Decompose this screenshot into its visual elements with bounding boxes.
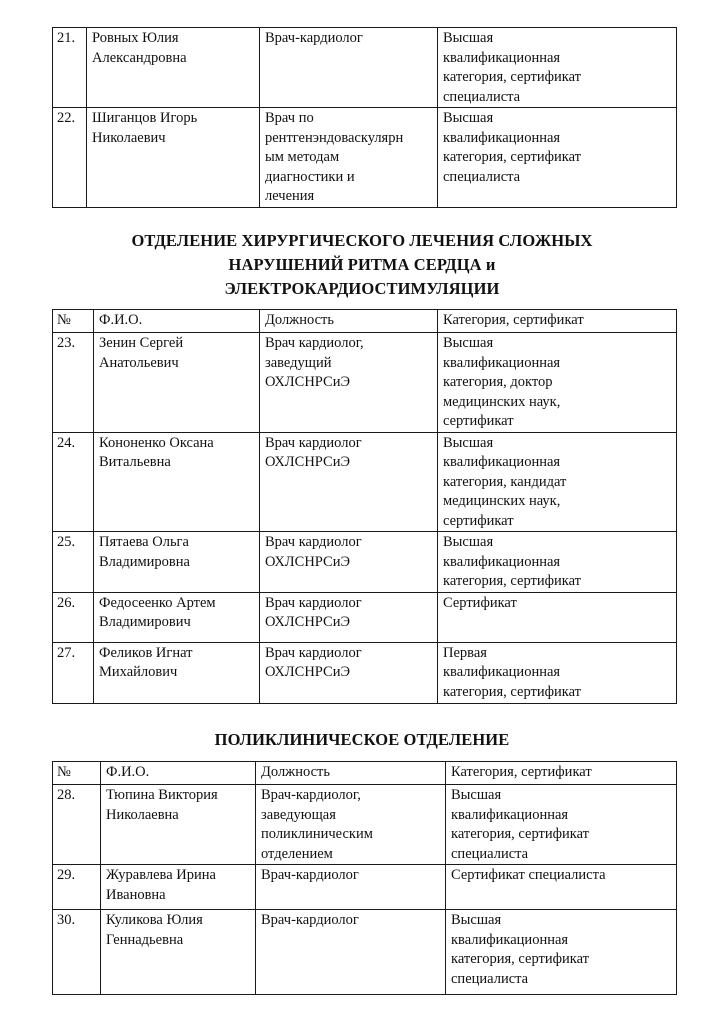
staff-name: Пятаева Ольга Владимировна bbox=[94, 532, 260, 593]
staff-category: Высшая квалификационная категория, сертификат специалиста bbox=[438, 28, 677, 108]
table-row bbox=[53, 865, 677, 910]
staff-category: Высшая квалификационная категория, сертификат специалиста bbox=[446, 785, 677, 865]
header-category: Категория, сертификат bbox=[446, 762, 677, 785]
staff-table-arrhythmia bbox=[52, 309, 677, 704]
staff-name: Феликов Игнат Михайлович bbox=[94, 642, 260, 703]
staff-name: Федосеенко Артем Владимирович bbox=[94, 592, 260, 642]
staff-name: Ровных Юлия Александровна bbox=[87, 28, 260, 108]
table-row bbox=[53, 532, 677, 593]
section-title-polyclinic: ПОЛИКЛИНИЧЕСКОЕ ОТДЕЛЕНИЕ bbox=[214, 730, 510, 749]
table-row bbox=[53, 910, 677, 995]
staff-category: Первая квалификационная категория, сертификат bbox=[438, 642, 677, 703]
row-number: 23. bbox=[53, 333, 94, 433]
header-position: Должность bbox=[256, 762, 446, 785]
header-position: Должность bbox=[260, 310, 438, 333]
header-category: Категория, сертификат bbox=[438, 310, 677, 333]
staff-position: Врач-кардиолог bbox=[256, 910, 446, 995]
table-row bbox=[53, 592, 677, 642]
staff-position: Врач кардиолог ОХЛСНРСиЭ bbox=[260, 532, 438, 593]
table-header-row bbox=[53, 310, 677, 333]
staff-category: Сертификат специалиста bbox=[446, 865, 677, 910]
staff-name: Кононенко Оксана Витальевна bbox=[94, 432, 260, 532]
staff-name: Зенин Сергей Анатольевич bbox=[94, 333, 260, 433]
staff-category: Сертификат bbox=[438, 592, 677, 642]
staff-position: Врач кардиолог, заведущий ОХЛСНРСиЭ bbox=[260, 333, 438, 433]
row-number: 30. bbox=[53, 910, 101, 995]
staff-position: Врач кардиолог ОХЛСНРСиЭ bbox=[260, 432, 438, 532]
staff-table-cardiology bbox=[52, 27, 677, 208]
staff-table-polyclinic bbox=[52, 761, 677, 995]
staff-name: Тюпина Виктория Николаевна bbox=[101, 785, 256, 865]
staff-name: Куликова Юлия Геннадьевна bbox=[101, 910, 256, 995]
staff-category: Высшая квалификационная категория, кандидат медицинских наук, сертификат bbox=[438, 432, 677, 532]
staff-position: Врач-кардиолог bbox=[260, 28, 438, 108]
staff-position: Врач кардиолог ОХЛСНРСиЭ bbox=[260, 642, 438, 703]
staff-name: Журавлева Ирина Ивановна bbox=[101, 865, 256, 910]
staff-position: Врач-кардиолог bbox=[256, 865, 446, 910]
section-title-arrhythmia: ОТДЕЛЕНИЕ ХИРУРГИЧЕСКОГО ЛЕЧЕНИЯ СЛОЖНЫХ НАРУШЕНИЙ РИТМА СЕРДЦА и ЭЛЕКТРОКАРДИОСТИМУЛЯЦИИ bbox=[131, 231, 593, 298]
table-row bbox=[53, 432, 677, 532]
row-number: 25. bbox=[53, 532, 94, 593]
table-row bbox=[53, 28, 677, 108]
staff-category: Высшая квалификационная категория, сертификат специалиста bbox=[446, 910, 677, 995]
staff-position: Врач по рентгенэндоваскулярн ым методам диагностики и лечения bbox=[260, 108, 438, 208]
row-number: 22. bbox=[53, 108, 87, 208]
header-number: № bbox=[53, 762, 101, 785]
staff-category: Высшая квалификационная категория, сертификат специалиста bbox=[438, 108, 677, 208]
table-row bbox=[53, 108, 677, 208]
table-row bbox=[53, 333, 677, 433]
row-number: 26. bbox=[53, 592, 94, 642]
staff-position: Врач кардиолог ОХЛСНРСиЭ bbox=[260, 592, 438, 642]
header-name: Ф.И.О. bbox=[101, 762, 256, 785]
staff-category: Высшая квалификационная категория, доктор медицинских наук, сертификат bbox=[438, 333, 677, 433]
row-number: 24. bbox=[53, 432, 94, 532]
table-header-row bbox=[53, 762, 677, 785]
staff-category: Высшая квалификационная категория, сертификат bbox=[438, 532, 677, 593]
row-number: 27. bbox=[53, 642, 94, 703]
row-number: 29. bbox=[53, 865, 101, 910]
header-number: № bbox=[53, 310, 94, 333]
row-number: 21. bbox=[53, 28, 87, 108]
staff-name: Шиганцов Игорь Николаевич bbox=[87, 108, 260, 208]
staff-position: Врач-кардиолог, заведующая поликлиническим отделением bbox=[256, 785, 446, 865]
table-row bbox=[53, 642, 677, 703]
header-name: Ф.И.О. bbox=[94, 310, 260, 333]
row-number: 28. bbox=[53, 785, 101, 865]
table-row bbox=[53, 785, 677, 865]
